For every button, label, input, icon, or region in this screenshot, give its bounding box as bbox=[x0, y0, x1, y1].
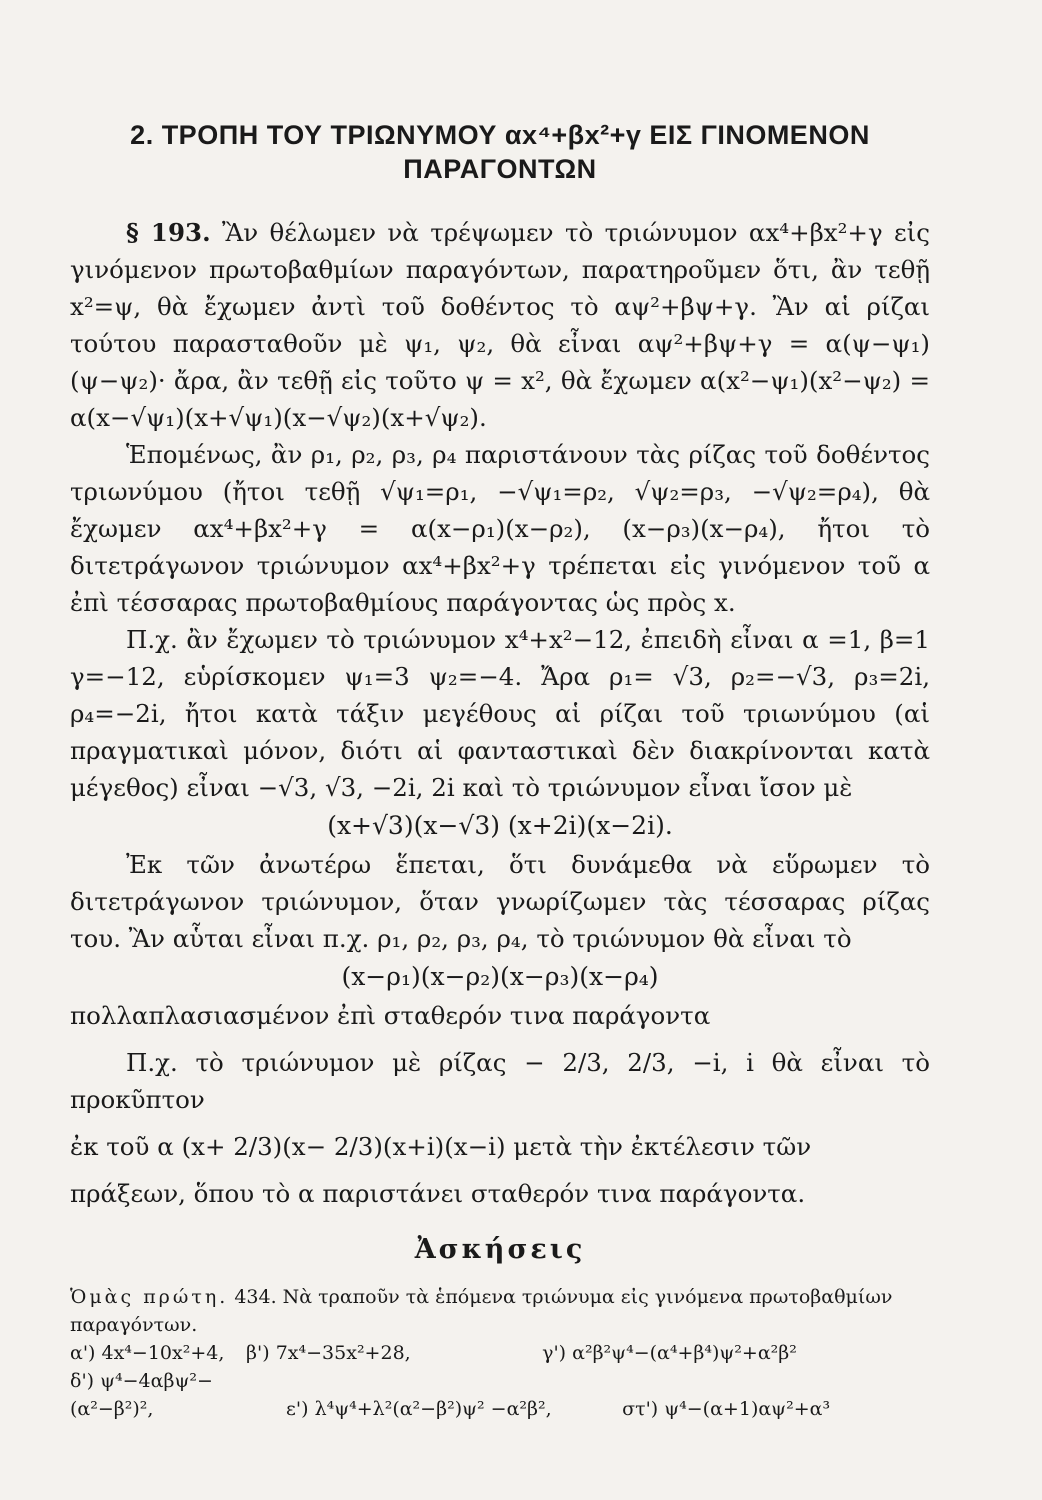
exercises-title: Ἀσκήσεις bbox=[414, 1234, 586, 1265]
heading-line-1: 2. ΤΡΟΠΗ ΤΟΥ ΤΡΙΩΝΥΜΟΥ αx⁴+βx²+γ ΕΙΣ ΓΙΝΟΜΕΝΟΝ bbox=[130, 120, 870, 150]
exercise-f: στ') ψ⁴−(α+1)αψ²+α³ bbox=[622, 1398, 831, 1420]
equation-example: (x+√3)(x−√3) (x+2i)(x−2i). bbox=[327, 811, 673, 840]
section-number: § 193. bbox=[126, 218, 211, 247]
paragraph-intro bbox=[70, 214, 930, 436]
exercise-group-label: Ὁμὰς πρώτη. bbox=[70, 1286, 229, 1308]
heading-line-2: ΠΑΡΑΓΟΝΤΩΝ bbox=[403, 154, 597, 184]
exercise-row-2 bbox=[70, 1367, 930, 1423]
paragraph-example: Π.χ. ἂν ἔχωμεν τὸ τριώνυμον x⁴+x²−12, ἐπειδὴ εἶναι α =1, β=1 γ=−12, εὑρίσκομεν ψ₁=3 ψ₂=−4. Ἄρα ρ₁= √3, ρ₂=−√3, ρ₃=2i, ρ₄=−2i, ἤτοι κατὰ τάξιν μεγέθους αἱ ρίζαι τοῦ τριωνύμου (αἱ πραγματικαὶ μόνον, διότι αἱ φανταστικαὶ δὲν διακρίνονται κατὰ μέγεθος) εἶναι −√3, √3, −2i, 2i καὶ τὸ τριώνυμον εἶναι ἴσον μὲ bbox=[70, 625, 930, 802]
page bbox=[70, 118, 930, 1423]
exercise-intro-text: 434. Νὰ τραποῦν τὰ ἑπόμενα τριώνυμα εἰς γινόμενα πρωτοβαθμίων παραγόντων. bbox=[70, 1286, 893, 1336]
equation-product: (x−ρ₁)(x−ρ₂)(x−ρ₃)(x−ρ₄) bbox=[341, 962, 659, 991]
exercise-d: δ') ψ⁴−4αβψ²−(α²−β²)², bbox=[70, 1370, 213, 1420]
section-body bbox=[70, 214, 930, 1212]
exercise-c: γ') α²β²ψ⁴−(α⁴+β⁴)ψ²+α²β² bbox=[542, 1342, 797, 1364]
exercise-row-1 bbox=[70, 1339, 930, 1367]
paragraph-intro-text: Ἂν θέλωμεν νὰ τρέψωμεν τὸ τριώνυμον αx⁴+βx²+γ εἰς γινόμενον πρωτοβαθμίων παραγόντων, παρατηροῦμεν ὅτι, ἂν τεθῇ x²=ψ, θὰ ἔχωμεν ἀντὶ τοῦ δοθέντος τὸ αψ²+βψ+γ. Ἂν αἱ ρίζαι τούτου παρασταθοῦν μὲ ψ₁, ψ₂, θὰ εἶναι αψ²+βψ+γ = α(ψ−ψ₁)(ψ−ψ₂)· ἄρα, ἂν τεθῇ εἰς τοῦτο ψ = x², θὰ ἔχωμεν α(x²−ψ₁)(x²−ψ₂) = α(x−√ψ₁)(x+√ψ₁)(x−√ψ₂)(x+√ψ₂). bbox=[70, 218, 930, 432]
section-heading bbox=[70, 118, 930, 186]
paragraph-example-2b: ἐκ τοῦ α (x+ 2/3)(x− 2/3)(x+i)(x−i) μετὰ τὴν ἐκτέλεσιν τῶν bbox=[70, 1132, 812, 1161]
paragraph-multiplied: πολλαπλασιασμένον ἐπὶ σταθερόν τινα παράγοντα bbox=[70, 1001, 711, 1030]
paragraph-construct: Ἐκ τῶν ἀνωτέρω ἕπεται, ὅτι δυνάμεθα νὰ εὕρωμεν τὸ διτετράγωνον τριώνυμον, ὅταν γνωρίζωμεν τὰς τέσσαρας ρίζας του. Ἂν αὗται εἶναι π.χ. ρ₁, ρ₂, ρ₃, ρ₄, τὸ τριώνυμον θὰ εἶναι τὸ bbox=[70, 850, 930, 953]
exercise-e: ε') λ⁴ψ⁴+λ²(α²−β²)ψ² −α²β², bbox=[286, 1398, 552, 1420]
paragraph-roots: Ἑπομένως, ἂν ρ₁, ρ₂, ρ₃, ρ₄ παριστάνουν τὰς ρίζας τοῦ δοθέντος τριωνύμου (ἤτοι τεθῇ √ψ₁=ρ₁, −√ψ₁=ρ₂, √ψ₂=ρ₃, −√ψ₂=ρ₄), θὰ ἔχωμεν αx⁴+βx²+γ = α(x−ρ₁)(x−ρ₂), (x−ρ₃)(x−ρ₄), ἤτοι τὸ διτετράγωνον τριώνυμον αx⁴+βx²+γ τρέπεται εἰς γινόμενον τοῦ α ἐπὶ τέσσαρας πρωτοβαθμίους παράγοντας ὡς πρὸς x. bbox=[70, 440, 930, 617]
exercises-body bbox=[70, 1283, 930, 1423]
exercise-a: α') 4x⁴−10x²+4, bbox=[70, 1342, 225, 1364]
exercise-b: β') 7x⁴−35x²+28, bbox=[246, 1342, 411, 1364]
paragraph-example-2c: πράξεων, ὅπου τὸ α παριστάνει σταθερόν τινα παράγοντα. bbox=[70, 1179, 806, 1208]
exercise-intro bbox=[70, 1283, 930, 1339]
paragraph-example-2a: Π.χ. τὸ τριώνυμον μὲ ρίζας − 2/3, 2/3, −i, i θὰ εἶναι τὸ προκῦπτον bbox=[70, 1048, 930, 1114]
